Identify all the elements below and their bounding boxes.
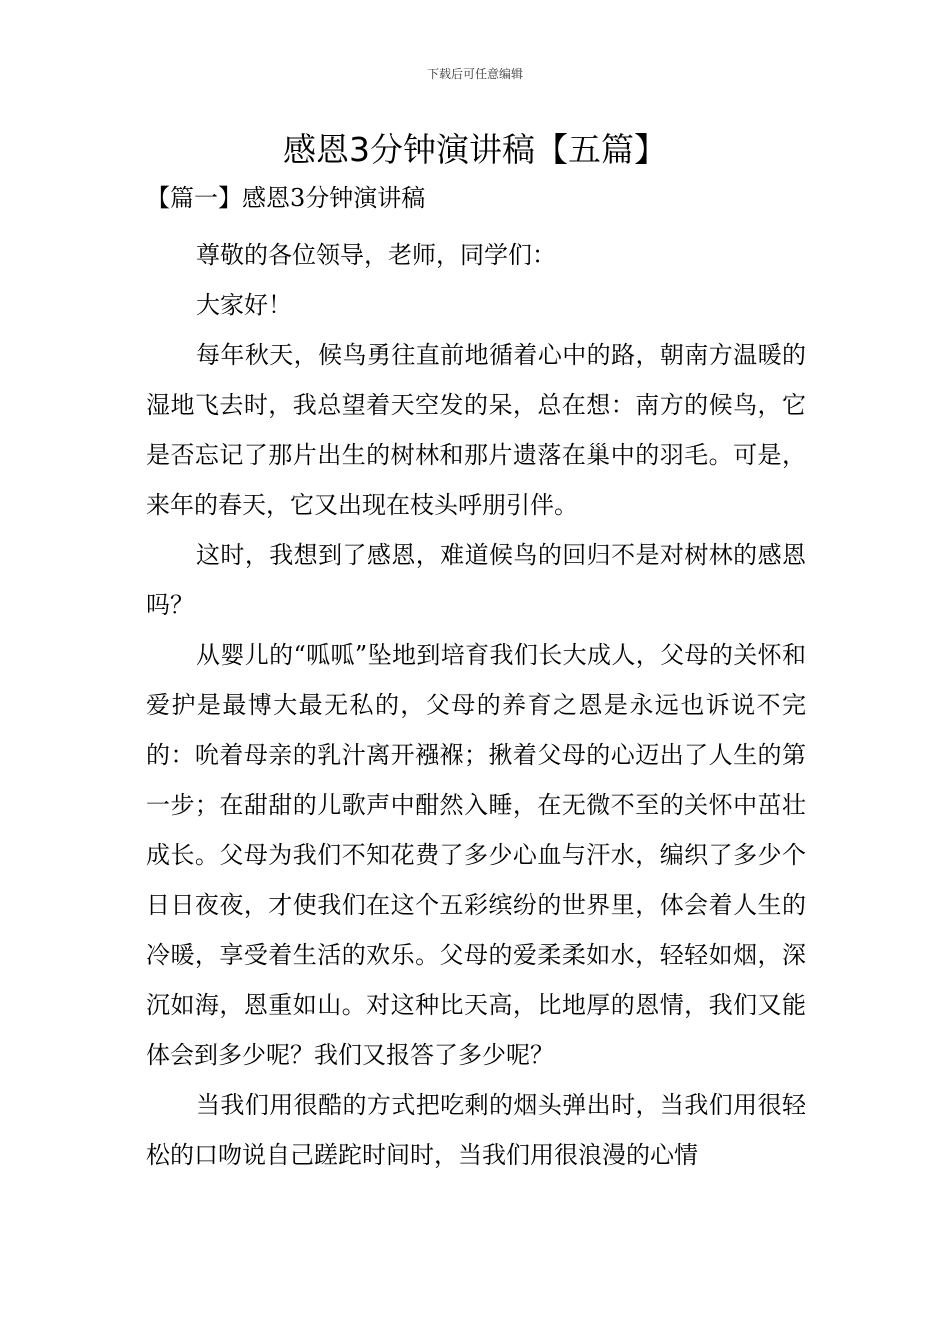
header-note: 下载后可任意编辑 <box>426 67 523 81</box>
paragraph-hello: 大家好！ <box>196 291 292 319</box>
document-title: 感恩3分钟演讲稿【五篇】 <box>283 130 667 169</box>
paragraph: 当我们用很酷的方式把吃剩的烟头弹出时，当我们用很轻松的口吻说自己蹉跎时间时，当我们用很浪漫的心情 <box>146 1091 806 1169</box>
body-text <box>146 230 806 1180</box>
section-heading: 【篇一】感恩3分钟演讲稿 <box>146 184 426 212</box>
paragraph-greeting: 尊敬的各位领导，老师，同学们： <box>196 241 556 269</box>
paragraph: 从婴儿的“呱呱”坠地到培育我们长大成人，父母的关怀和爱护是最博大最无私的，父母的养育之恩是永远也诉说不完的：吮着母亲的乳汁离开襁褓；揪着父母的心迈出了人生的第一步；在甜甜的儿歌声中酣然入睡，在无微不至的关怀中茁壮成长。父母为我们不知花费了多少心血与汗水，编织了多少个日日夜夜，才使我们在这个五彩缤纷的世界里，体会着人生的冷暖，享受着生活的欢乐。父母的爱柔柔如水，轻轻如烟，深沉如海，恩重如山。对这种比天高，比地厚的恩情，我们又能体会到多少呢？我们又报答了多少呢？ <box>146 641 806 1069</box>
paragraph: 这时，我想到了感恩，难道候鸟的回归不是对树林的感恩吗？ <box>146 541 806 619</box>
paragraph: 每年秋天，候鸟勇往直前地循着心中的路，朝南方温暖的湿地飞去时，我总望着天空发的呆，总在想：南方的候鸟，它是否忘记了那片出生的树林和那片遗落在巢中的羽毛。可是，来年的春天，它又出现在枝头呼朋引伴。 <box>146 341 806 519</box>
